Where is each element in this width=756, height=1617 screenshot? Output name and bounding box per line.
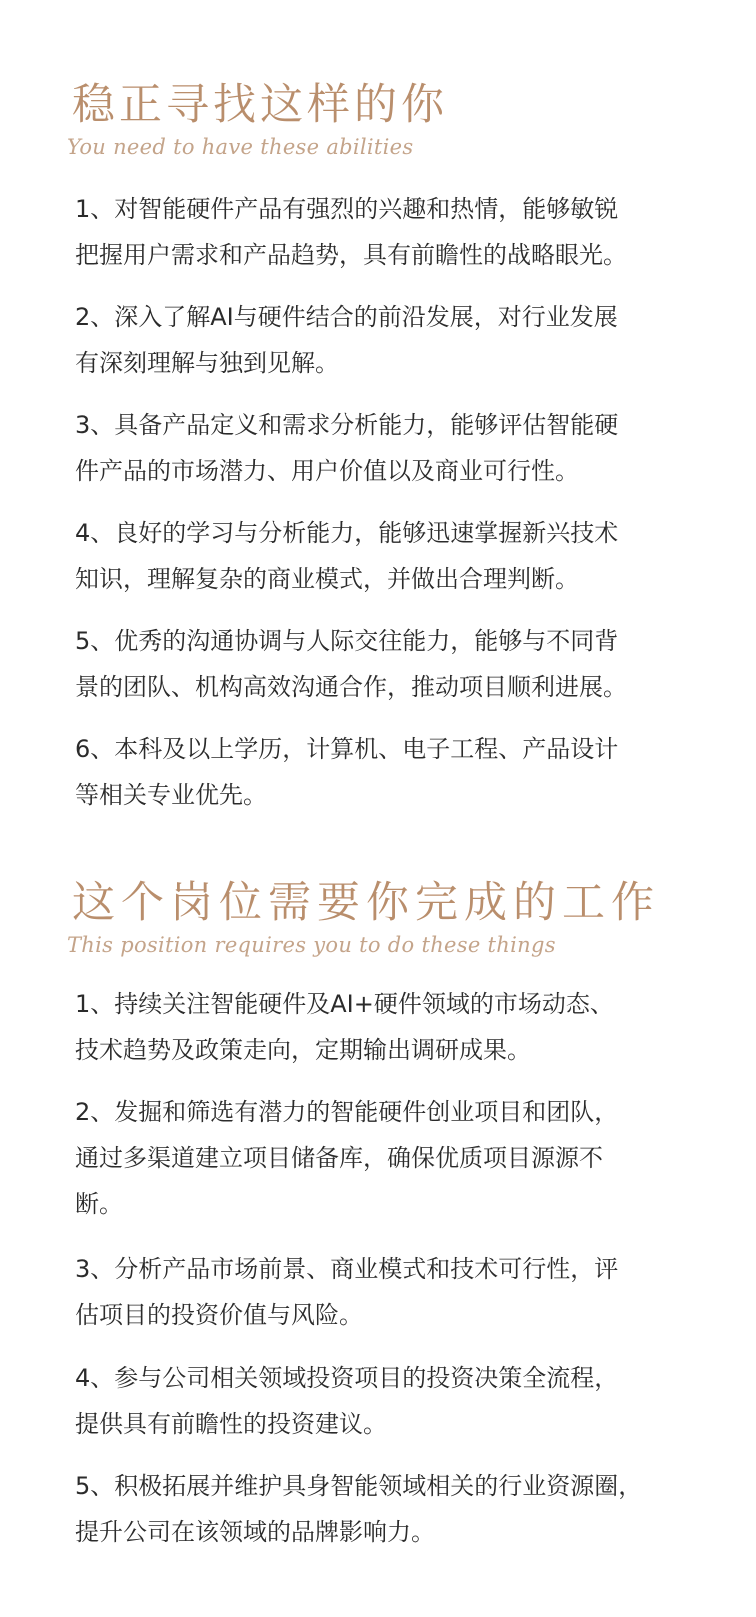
item-line: 1、持续关注智能硬件及AI+硬件领域的市场动态、 (75, 990, 614, 1018)
item-line: 1、对智能硬件产品有强烈的兴趣和热情，能够敏锐 (75, 195, 619, 223)
duty-item (75, 1246, 675, 1338)
item-line: 4、参与公司相关领域投资项目的投资决策全流程， (75, 1364, 619, 1392)
requirement-item (75, 618, 675, 710)
duty-item (75, 1355, 675, 1447)
item-line: 技术趋势及政策走向，定期输出调研成果。 (75, 1036, 531, 1064)
duties-section (0, 876, 756, 960)
duties-heading: 这个岗位需要你完成的工作 (72, 878, 660, 928)
item-line: 景的团队、机构高效沟通合作，推动项目顺利进展。 (75, 673, 627, 701)
item-line: 5、优秀的沟通协调与人际交往能力，能够与不同背 (75, 627, 619, 655)
duty-item (75, 1089, 675, 1227)
requirements-subtitle: You need to have these abilities (67, 135, 414, 159)
item-line: 件产品的市场潜力、用户价值以及商业可行性。 (75, 457, 579, 485)
item-line: 提供具有前瞻性的投资建议。 (75, 1410, 387, 1438)
item-line: 5、积极拓展并维护具身智能领域相关的行业资源圈， (75, 1472, 643, 1500)
item-line: 2、发掘和筛选有潜力的智能硬件创业项目和团队， (75, 1098, 619, 1126)
item-line: 把握用户需求和产品趋势，具有前瞻性的战略眼光。 (75, 241, 627, 269)
requirement-item (75, 402, 675, 494)
item-line: 6、本科及以上学历，计算机、电子工程、产品设计 (75, 735, 619, 763)
item-line: 通过多渠道建立项目储备库，确保优质项目源源不 (75, 1144, 603, 1172)
item-line: 估项目的投资价值与风险。 (75, 1301, 363, 1329)
item-line: 等相关专业优先。 (75, 781, 267, 809)
item-line: 3、分析产品市场前景、商业模式和技术可行性，评 (75, 1255, 619, 1283)
duty-item (75, 1463, 675, 1555)
item-line: 3、具备产品定义和需求分析能力，能够评估智能硬 (75, 411, 619, 439)
duty-item (75, 981, 675, 1073)
requirements-heading: 稳正寻找这样的你 (72, 80, 448, 130)
item-line: 4、良好的学习与分析能力，能够迅速掌握新兴技术 (75, 519, 619, 547)
item-line: 有深刻理解与独到见解。 (75, 349, 339, 377)
requirement-item (75, 294, 675, 386)
requirement-item (75, 186, 675, 278)
requirements-section (0, 78, 756, 162)
requirement-item (75, 726, 675, 818)
item-line: 提升公司在该领域的品牌影响力。 (75, 1518, 435, 1546)
duties-subtitle: This position requires you to do these things (67, 933, 556, 957)
item-line: 知识，理解复杂的商业模式，并做出合理判断。 (75, 565, 579, 593)
item-line: 断。 (75, 1190, 123, 1218)
requirement-item (75, 510, 675, 602)
item-line: 2、深入了解AI与硬件结合的前沿发展，对行业发展 (75, 303, 618, 331)
